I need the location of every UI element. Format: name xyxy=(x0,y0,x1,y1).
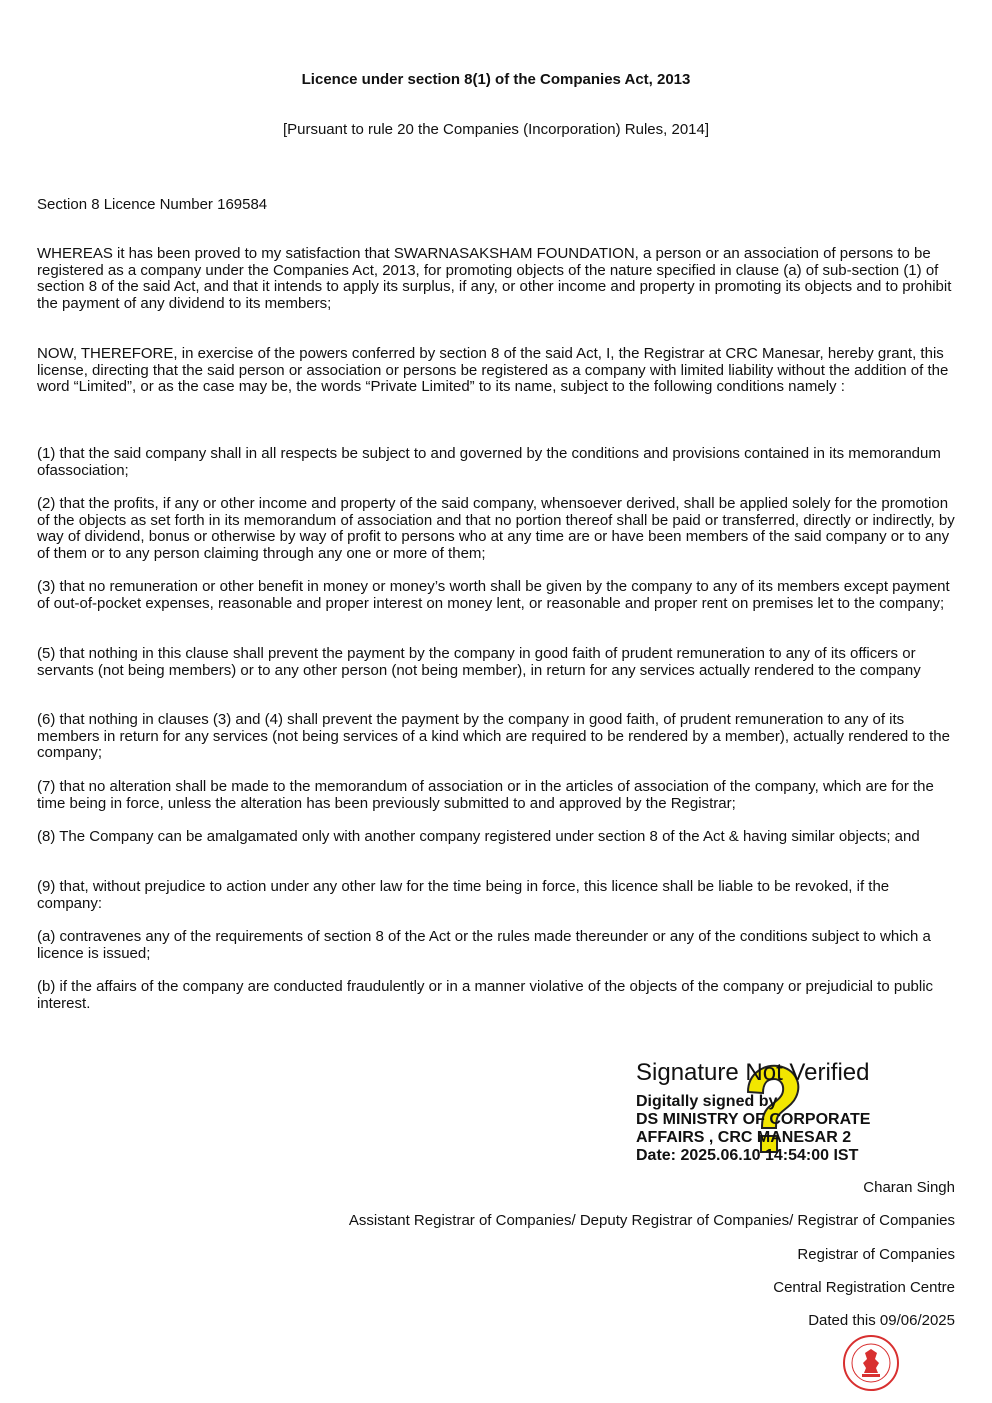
dated-line: Dated this 09/06/2025 xyxy=(808,1312,955,1329)
condition-8: (8) The Company can be amalgamated only with another company registered under section 8 of the Act & having similar objects; and xyxy=(37,828,920,845)
signature-line-2: DS MINISTRY OF CORPORATE xyxy=(636,1111,871,1128)
signatory-designation: Assistant Registrar of Companies/ Deputy Registrar of Companies/ Registrar of Companies xyxy=(348,1212,955,1229)
signature-date: Date: 2025.06.10 14:54:00 IST xyxy=(636,1147,859,1164)
mca-seal-icon xyxy=(836,1333,906,1393)
digital-signature-block xyxy=(636,1058,956,1165)
whereas-paragraph: WHEREAS it has been proved to my satisfaction that SWARNASAKSHAM FOUNDATION, a person or an association of persons to be registered as a company under the Companies Act, 2013, for promoting objects of the nature specified in clause (a) of sub-section (1) of section 8 of the said Act, and that it intends to apply its surplus, if any, or other income and property in promoting its objects and to prohibit the payment of any dividend to its members; xyxy=(37,245,952,313)
signatory-office: Registrar of Companies xyxy=(797,1246,955,1263)
condition-5: (5) that nothing in this clause shall prevent the payment by the company in good faith of prudent remuneration to any of its officers or servants (not being members) or to any other person (not being member), in return for any services actually rendered to the company xyxy=(37,645,921,679)
signature-line-3: AFFAIRS , CRC MANESAR 2 xyxy=(636,1129,852,1146)
condition-7: (7) that no alteration shall be made to the memorandum of association or in the articles of association of the company, which are for the time being in force, unless the alteration has been previously submitted to and approved by the Registrar; xyxy=(37,778,934,812)
condition-6: (6) that nothing in clauses (3) and (4) shall prevent the payment by the company in good faith, of prudent remuneration to any of its members in return for any services (not being services of a kind which are required to be rendered by a member), actually rendered to the company; xyxy=(37,711,950,762)
document-subtitle: [Pursuant to rule 20 the Companies (Incorporation) Rules, 2014] xyxy=(282,121,710,138)
condition-3: (3) that no remuneration or other benefit in money or money’s worth shall be given by the company to any of its members except payment of out-of-pocket expenses, reasonable and proper interest on money lent, or reasonable and proper rent on premises let to the company; xyxy=(37,578,950,612)
signature-status: Signature Not Verified xyxy=(636,1059,870,1086)
signatory-centre: Central Registration Centre xyxy=(773,1279,955,1296)
condition-9a: (a) contravenes any of the requirements of section 8 of the Act or the rules made thereunder or any of the conditions subject to which a licence is issued; xyxy=(37,928,931,962)
licence-number: Section 8 Licence Number 169584 xyxy=(37,196,268,213)
condition-9b: (b) if the affairs of the company are conducted fraudulently or in a manner violative of the objects of the company or prejudicial to public interest. xyxy=(37,978,934,1012)
document-title: Licence under section 8(1) of the Companies Act, 2013 xyxy=(301,71,691,88)
now-therefore-paragraph: NOW, THEREFORE, in exercise of the powers conferred by section 8 of the said Act, I, the Registrar at CRC Manesar, hereby grant, this license, directing that the said person or association or persons be registered as a company with limited liability without the addition of the word “Limited”, or as the case may be, the words “Private Limited” to its name, subject to the following conditions namely : xyxy=(37,345,949,396)
signature-line-1: Digitally signed by xyxy=(636,1093,778,1110)
condition-2: (2) that the profits, if any or other income and property of the said company, whensoever derived, shall be applied solely for the promotion of the objects as set forth in its memorandum of association and that no portion thereof shall be paid or transferred, directly or indirectly, by way of dividend, bonus or otherwise by way of profit to persons who at any time are or have been members of the said company or to any of them or to any person claiming through any one or more of them; xyxy=(37,495,955,563)
condition-1: (1) that the said company shall in all respects be subject to and governed by the conditions and provisions contained in its memorandum ofassociation; xyxy=(37,445,941,479)
condition-9: (9) that, without prejudice to action under any other law for the time being in force, this licence shall be liable to be revoked, if the company: xyxy=(37,878,890,912)
signatory-name: Charan Singh xyxy=(863,1179,955,1196)
